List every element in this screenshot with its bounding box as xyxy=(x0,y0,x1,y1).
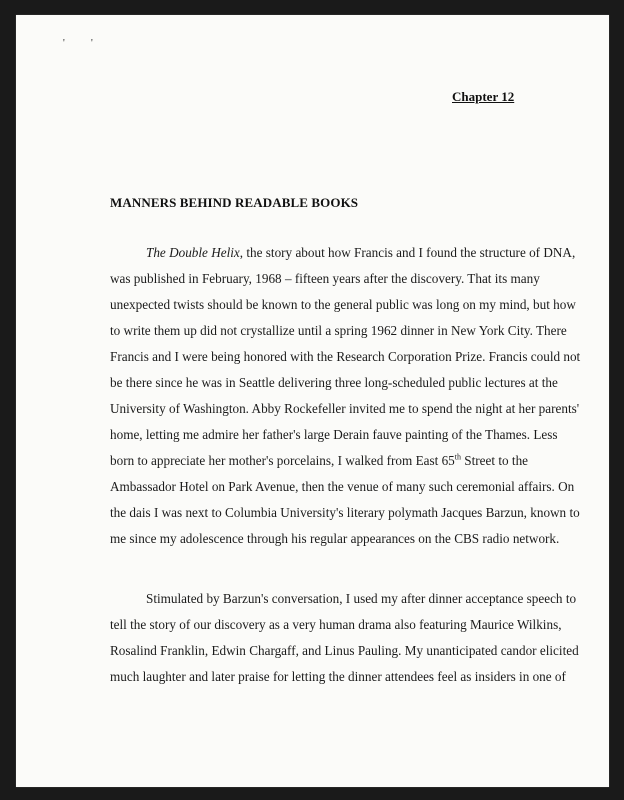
text-line: be there since he was in Seattle delivering three long-scheduled public lectures at the xyxy=(110,375,558,390)
text-line: Francis and I were being honored with the Research Corporation Prize. Francis could not xyxy=(110,349,581,364)
text-line: Rosalind Franklin, Edwin Chargaff, and Linus Pauling. My unanticipated candor elicited xyxy=(110,643,579,658)
text-line: Ambassador Hotel on Park Avenue, then the venue of many such ceremonial affairs. On xyxy=(110,479,575,494)
text-line: University of Washington. Abby Rockefeller invited me to spend the night at her parents' xyxy=(110,401,580,416)
text-line: was published in February, 1968 – fifteen years after the discovery. That its many xyxy=(110,271,540,286)
ordinal-suffix: th xyxy=(454,452,461,462)
chapter-heading: MANNERS BEHIND READABLE BOOKS xyxy=(110,195,359,210)
text-line: tell the story of our discovery as a very human drama also featuring Maurice Wilkins, xyxy=(110,617,562,632)
stray-mark: ' xyxy=(63,38,65,49)
text-line: home, letting me admire her father's large Derain fauve painting of the Thames. Less xyxy=(110,427,558,442)
text-line: the dais I was next to Columbia University's literary polymath Jacques Barzun, known to xyxy=(110,505,580,520)
stray-mark: ' xyxy=(91,38,93,49)
text-line: born to appreciate her mother's porcelains, I walked from East 65th Street to the xyxy=(110,452,529,468)
text-line: to write them up did not crystallize until a spring 1962 dinner in New York City. There xyxy=(110,323,567,338)
chapter-label: Chapter 12 xyxy=(452,89,515,104)
text-line: The Double Helix, the story about how Francis and I found the structure of DNA, xyxy=(146,245,576,260)
text-line: much laughter and later praise for letting the dinner attendees feel as insiders in one of xyxy=(110,669,566,684)
text-line: me since my adolescence through his regular appearances on the CBS radio network. xyxy=(110,531,560,546)
text-line: unexpected twists should be known to the general public was long on my mind, but how xyxy=(110,297,576,312)
book-title: The Double Helix xyxy=(146,245,240,260)
text-line: Stimulated by Barzun's conversation, I used my after dinner acceptance speech to xyxy=(146,591,577,606)
